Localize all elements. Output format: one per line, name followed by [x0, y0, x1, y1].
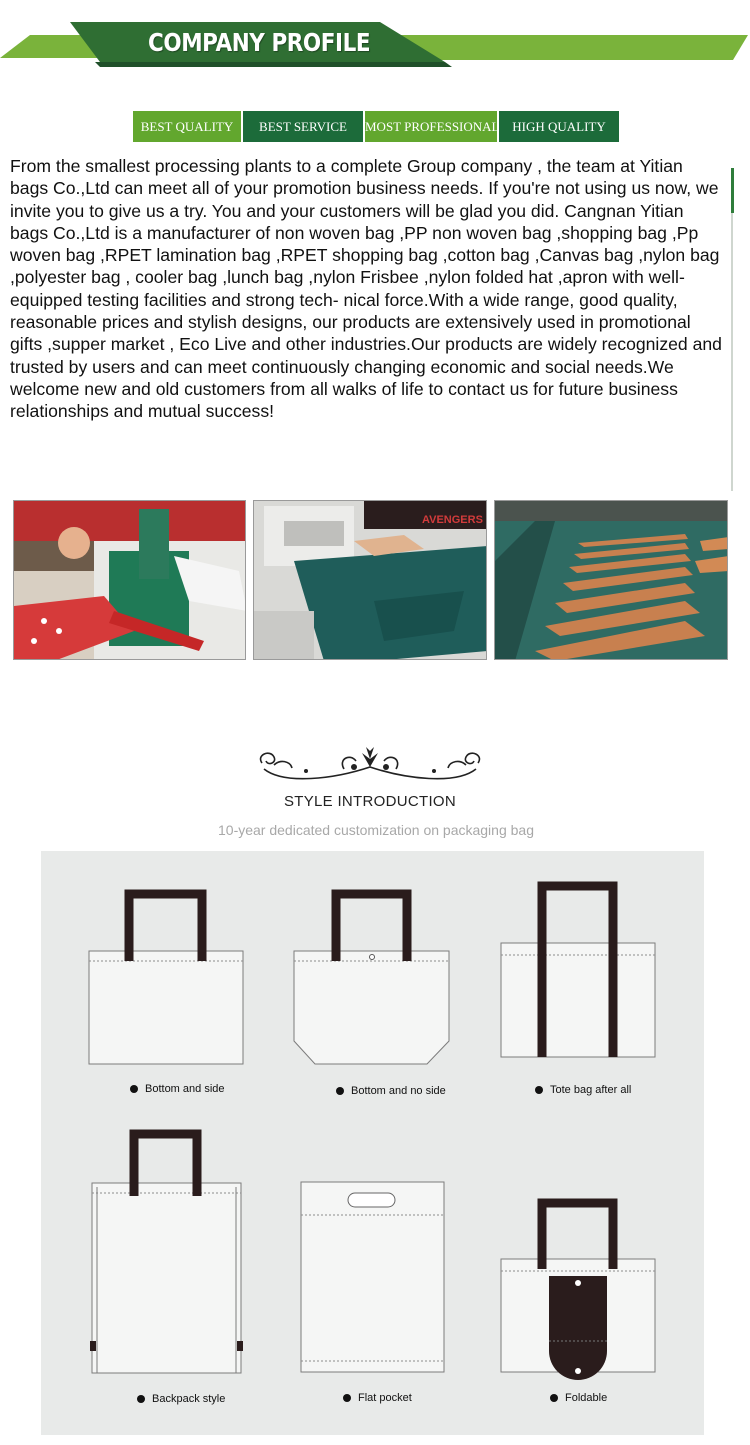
badge-high-quality: HIGH QUALITY — [499, 111, 619, 142]
bag-styles-panel — [41, 851, 704, 1435]
factory-photo-production-line — [494, 500, 728, 660]
company-profile-banner — [0, 18, 750, 70]
caption-backpack-style — [137, 1393, 225, 1405]
section-title: STYLE INTRODUCTION — [283, 793, 457, 810]
photo-shirt-text: AVENGERS — [422, 514, 483, 526]
bullet-icon — [550, 1394, 558, 1402]
caption-text: Foldable — [565, 1392, 608, 1404]
bullet-icon — [130, 1085, 138, 1093]
bag-bottom-and-no-side — [294, 894, 449, 1064]
badge-best-quality: BEST QUALITY — [133, 111, 241, 142]
scrollbar-thumb[interactable] — [731, 168, 734, 213]
bullet-icon — [343, 1394, 351, 1402]
bullet-icon — [137, 1395, 145, 1403]
company-description: From the smallest processing plants to a complete Group company , the team at Yitian bags Co.,Ltd can meet all of your promotion business needs. If you're not using us now, we invite you to give us a try. You and your customers will be glad you did. Cangnan Yitian bags Co.,Ltd is a manufacturer of non woven bag ,PP non woven bag ,shopping bag ,Pp woven bag ,RPET lamination bag ,RPET shopping bag ,cotton bag ,Canvas bag ,nylon bag ,polyester bag , cooler bag ,lunch bag ,nylon Frisbee ,nylon folded hat ,apron with well-equipped testing facilities and strong tech- nical force.With a wide range, good quality, reasonable prices and stylish designs, our products are extensively used in promotional gifts ,supper market , Eco Live and other industries.Our products are widely recognized and trusted by users and can meet continuously changing economic and social needs.We welcome new and old customers from all walks of life to contact us for future business relationships and mutual success! — [10, 156, 722, 422]
page-title: COMPANY PROFILE — [148, 28, 371, 57]
bag-styles-diagram — [41, 851, 704, 1435]
bag-foldable — [501, 1203, 655, 1380]
photo-illustration — [14, 501, 246, 660]
caption-flat-pocket — [343, 1392, 412, 1404]
factory-photo-sewing — [253, 500, 487, 660]
bullet-icon — [336, 1087, 344, 1095]
section-subtitle: 10-year dedicated customization on packaging bag — [218, 822, 534, 838]
decorative-flourish-icon — [244, 745, 496, 785]
caption-bottom-and-side — [130, 1083, 225, 1095]
photo-illustration — [495, 501, 728, 660]
scrollbar-track[interactable] — [731, 168, 733, 491]
caption-text: Backpack style — [152, 1393, 226, 1405]
caption-text: Bottom and no side — [351, 1085, 446, 1097]
photo-illustration — [254, 501, 487, 660]
caption-text: Bottom and side — [145, 1083, 225, 1095]
badge-most-professional: MOST PROFESSIONAL — [365, 111, 497, 142]
bullet-icon — [535, 1086, 543, 1094]
bag-backpack — [90, 1134, 243, 1373]
factory-photo-handle-assembly — [13, 500, 246, 660]
bag-tote — [501, 886, 655, 1057]
caption-tote-bag — [535, 1084, 631, 1096]
caption-foldable — [550, 1392, 607, 1404]
banner-shape — [0, 18, 750, 70]
bag-bottom-and-side — [89, 894, 243, 1064]
badge-best-service: BEST SERVICE — [243, 111, 363, 142]
badge-row — [133, 111, 619, 142]
bag-flat-pocket — [301, 1182, 444, 1372]
caption-text: Flat pocket — [358, 1392, 412, 1404]
caption-text: Tote bag after all — [550, 1084, 632, 1096]
caption-bottom-and-no-side — [336, 1085, 446, 1097]
